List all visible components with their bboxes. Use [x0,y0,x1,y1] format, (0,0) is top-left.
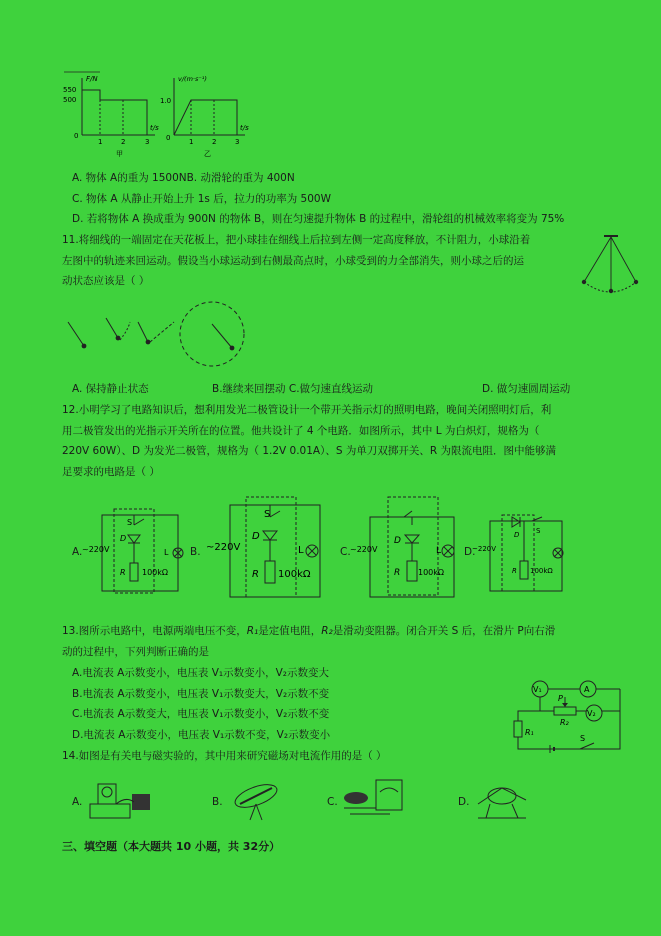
circuit-c [348,495,463,605]
q12-line2: 用二极管发出的光指示开关所在的位置。他共设计了 4 个电路．如图所示，其中 L 为白炽灯，规格为（ [62,425,540,437]
circuit-b-l: L [298,545,304,556]
yi-ylabel: v/(m·s⁻¹) [178,75,207,83]
q14-label-d: D. [458,796,470,808]
q13-circuit [510,675,630,760]
q13-fig-s: S [580,734,586,743]
circuit-b-r: R [252,569,259,580]
circuit-d-s: S [536,527,541,535]
section-3-heading: 三、填空题（本大题共 10 小题，共 32分） [62,840,281,853]
q11-line2: 左图中的轨迹来回运动。假设当小球运动到右侧最高点时，小球受到的力全部消失，则小球之后的运 [62,255,524,267]
q13-option-c: C.电流表 A示数变大，电压表 V₁示数变小，V₂示数不变 [72,708,330,720]
jia-tick: 2 [121,138,126,146]
jia-tick: 3 [145,138,150,146]
q13-fig-p: P [558,694,563,703]
circuit-c-l: L [436,546,442,556]
circuit-c-r: R [394,568,401,578]
circuit-d-voltage: ~220V [472,545,497,553]
circuit-b-s: S [264,509,271,520]
jia-caption: 甲 [116,150,123,158]
jia-xlabel: t/s [150,124,159,132]
circuit-d-d: D [514,531,520,539]
circuit-a-l: L [164,548,169,557]
q13-option-b: B.电流表 A示数变小，电压表 V₁示数变大，V₂示数不变 [72,688,330,700]
q11-option-d: D. 做匀速圆周运动 [482,383,571,395]
q13-fig-v2: V₂ [587,709,596,718]
yi-caption: 乙 [204,150,211,158]
yi-tick: 2 [212,138,217,146]
jia-y1: 550 [63,86,77,94]
graph-jia [60,70,165,160]
circuit-a-s: S [127,518,133,527]
circuit-d-resistor: 100kΩ [530,567,553,575]
circuit-a-voltage: ~220V [82,545,110,554]
q10-option-c: C. 物体 A 从静止开始上升 1s 后，拉力的功率为 500W [72,193,331,205]
q11-trajectory-figure [62,300,252,370]
yi-origin: 0 [166,134,171,142]
graph-yi [160,70,255,160]
q13-r2: R₂ [321,625,333,637]
q12-line4: 足要求的电路是（ ） [62,466,160,478]
q14-line: 14.如图是有关电与磁实验的，其中用来研究磁场对电流作用的是（ ） [62,750,387,762]
q13-line2: 动的过程中，下列判断正确的是 [62,646,209,658]
q14-apparatus-c [340,774,410,824]
circuit-a [82,505,192,600]
circuit-c-resistor: 100kΩ [418,568,445,577]
circuit-b [200,495,325,605]
yi-tick: 3 [235,138,240,146]
q12-line3: 220V 60W）、D 为发光二极管，规格为（ 1.2V 0.01A）、S 为单刀双掷开关、R 为限流电阻．图中能够满 [62,445,556,457]
q11-line3: 动状态应该是（ ） [62,275,150,287]
q14-apparatus-a [86,774,156,824]
q10-option-a: A. 物体 A的重为 1500NB. 动滑轮的重为 400N [72,172,295,184]
q13-fig-r1: R₁ [525,728,534,737]
jia-ylabel: F/N [86,75,98,83]
circuit-b-voltage: ~220V [206,542,241,553]
circuit-a-resistor: 100kΩ [142,568,169,577]
q11-option-a: A. 保持静止状态 [72,383,149,395]
jia-y2: 500 [63,96,77,104]
q12-line1: 12.小明学习了电路知识后，想利用发光二极管设计一个带开关指示灯的照明电路，晚间关闭照明灯后，利 [62,404,552,416]
q12-label-c: C. [340,546,351,558]
q13-line1-mid: 是定值电阻， [258,625,322,637]
q13-fig-r2: R₂ [560,718,569,727]
q11-line1: 11.将细线的一端固定在天花板上，把小球挂在细线上后拉到左侧一定高度释放，不计阻力，小球沿着 [62,234,531,246]
q14-apparatus-b [226,774,286,824]
circuit-a-r: R [120,568,126,577]
circuit-d [472,505,572,600]
yi-xlabel: t/s [240,124,249,132]
q10-option-d: D. 若将物体 A 换成重为 900N 的物体 B，则在匀速提升物体 B 的过程中，滑轮组的机械效率将变为 75% [72,213,565,225]
q13-line1-pre: 13.图所示电路中，电源两端电压不变， [62,625,247,637]
q14-label-c: C. [327,796,338,808]
circuit-d-r: R [512,567,517,575]
pendulum-figure [578,232,650,298]
q12-label-d: D. [464,546,476,558]
q13-fig-a: A [584,685,590,694]
circuit-b-d: D [252,531,260,542]
circuit-a-d: D [120,534,127,543]
q14-apparatus-d [472,774,532,824]
q12-label-b: B. [190,546,201,558]
q14-label-b: B. [212,796,223,808]
q11-option-bc: B.继续来回摆动 C.做匀速直线运动 [212,383,374,395]
circuit-c-d: D [394,536,401,546]
yi-tick: 1 [189,138,194,146]
q14-label-a: A. [72,796,83,808]
q13-r1: R₁ [246,625,259,637]
circuit-b-resistor: 100kΩ [278,569,311,580]
yi-y1: 1.0 [160,97,172,105]
q13-line1 [62,625,555,638]
q12-label-a: A. [72,546,83,558]
jia-origin: 0 [74,132,79,140]
circuit-c-voltage: ~220V [350,545,378,554]
q13-line1-post: 是滑动变阻器。闭合开关 S 后，在滑片 P向右滑 [332,625,556,637]
q13-fig-v1: V₁ [533,685,542,694]
q13-option-d: D.电流表 A示数变小，电压表 V₁示数不变，V₂示数变小 [72,729,331,741]
jia-tick: 1 [98,138,103,146]
q13-option-a: A.电流表 A示数变小，电压表 V₁示数变小，V₂示数变大 [72,667,329,679]
